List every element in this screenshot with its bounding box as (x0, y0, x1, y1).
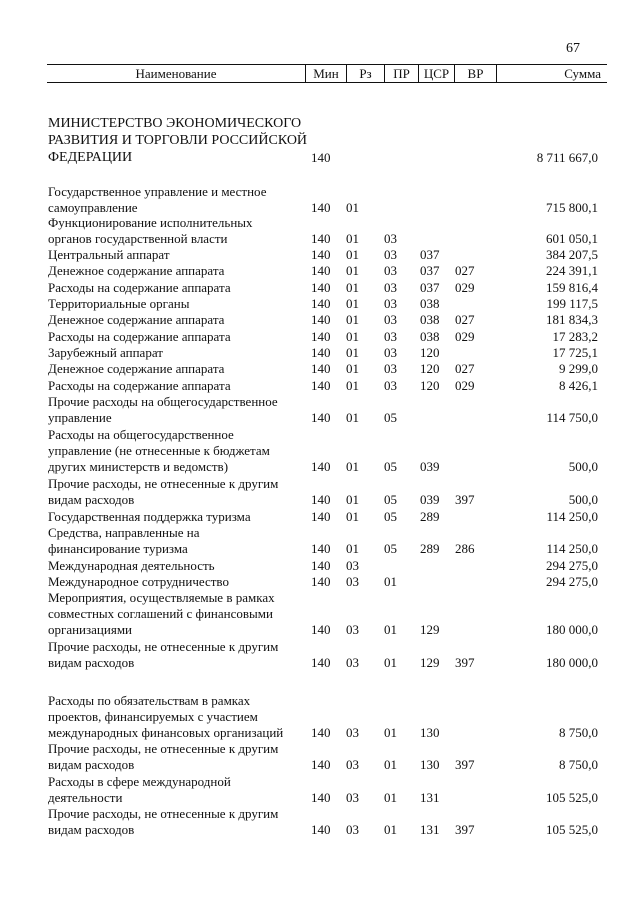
row-name: Средства, направленные на финансирование туризма (48, 525, 200, 556)
row-min: 140 (311, 822, 331, 837)
row-min: 140 (311, 296, 331, 311)
row-pr: 05 (384, 459, 397, 474)
row-csr: 120 (420, 361, 440, 376)
table-row (0, 558, 640, 574)
row-sum: 384 207,5 (546, 247, 598, 262)
row-name: Мероприятия, осуществляемые в рамках совместных соглашений с финансовыми организациями (48, 590, 275, 637)
row-csr: 039 (420, 492, 440, 507)
table-row (0, 509, 640, 525)
row-min: 140 (311, 509, 331, 524)
header-vr: ВР (454, 65, 496, 82)
row-rz: 03 (346, 558, 359, 573)
row-name: Денежное содержание аппарата (48, 263, 225, 278)
row-vr: 029 (455, 329, 475, 344)
row-rz: 03 (346, 822, 359, 837)
row-rz: 03 (346, 622, 359, 637)
table-row (0, 296, 640, 312)
row-pr: 03 (384, 280, 397, 295)
row-min: 140 (311, 492, 331, 507)
row-csr: 038 (420, 312, 440, 327)
table-row (0, 741, 640, 773)
row-rz: 03 (346, 757, 359, 772)
row-name: Международное сотрудничество (48, 574, 229, 589)
row-pr: 01 (384, 757, 397, 772)
row-vr: 397 (455, 822, 475, 837)
row-pr: 05 (384, 410, 397, 425)
row-csr: 130 (420, 757, 440, 772)
row-rz: 01 (346, 296, 359, 311)
row-pr: 03 (384, 378, 397, 393)
table-row (0, 525, 640, 557)
row-vr: 029 (455, 280, 475, 295)
row-sum: 180 000,0 (546, 655, 598, 670)
row-sum: 8 750,0 (559, 725, 598, 740)
table-row (0, 378, 640, 394)
row-min: 140 (311, 263, 331, 278)
row-sum: 114 750,0 (546, 410, 598, 425)
row-rz: 01 (346, 231, 359, 246)
row-sum: 224 391,1 (546, 263, 598, 278)
row-vr: 027 (455, 312, 475, 327)
row-csr: 120 (420, 378, 440, 393)
row-pr: 01 (384, 622, 397, 637)
row-name: Государственное управление и местное самоуправление (48, 184, 267, 215)
row-rz: 01 (346, 378, 359, 393)
table-row (0, 476, 640, 508)
row-min: 140 (311, 312, 331, 327)
row-min: 140 (311, 410, 331, 425)
row-name: Государственная поддержка туризма (48, 509, 251, 524)
table-row (0, 427, 640, 475)
row-name: Расходы в сфере международной деятельности (48, 774, 231, 805)
row-pr: 01 (384, 655, 397, 670)
row-rz: 01 (346, 280, 359, 295)
row-pr: 01 (384, 725, 397, 740)
row-rz: 01 (346, 263, 359, 278)
row-csr: 129 (420, 622, 440, 637)
row-sum: 159 816,4 (546, 280, 598, 295)
row-csr: 038 (420, 329, 440, 344)
page-number: 67 (566, 41, 580, 56)
table-row (0, 639, 640, 671)
row-sum: 294 275,0 (546, 558, 598, 573)
table-row (0, 693, 640, 741)
row-sum: 500,0 (568, 492, 598, 507)
row-rz: 01 (346, 329, 359, 344)
header-csr: ЦСР (418, 65, 454, 82)
row-pr: 05 (384, 541, 397, 556)
row-rz: 03 (346, 655, 359, 670)
row-pr: 01 (384, 822, 397, 837)
row-name: Расходы на содержание аппарата (48, 280, 231, 295)
row-rz: 01 (346, 541, 359, 556)
row-rz: 01 (346, 361, 359, 376)
row-sum: 105 525,0 (546, 822, 598, 837)
row-pr: 05 (384, 509, 397, 524)
row-pr: 01 (384, 574, 397, 589)
row-csr: 037 (420, 280, 440, 295)
row-rz: 01 (346, 312, 359, 327)
row-name: МИНИСТЕРСТВО ЭКОНОМИЧЕСКОГО РАЗВИТИЯ И ТОРГОВЛИ РОССИЙСКОЙ ФЕДЕРАЦИИ (48, 116, 308, 165)
row-csr: 131 (420, 822, 440, 837)
row-sum: 601 050,1 (546, 231, 598, 246)
row-csr: 039 (420, 459, 440, 474)
row-min: 140 (311, 345, 331, 360)
row-name: Международная деятельность (48, 558, 215, 573)
row-name: Денежное содержание аппарата (48, 312, 225, 327)
table-row (0, 329, 640, 345)
row-sum: 715 800,1 (546, 200, 598, 215)
row-min: 140 (311, 790, 331, 805)
row-rz: 01 (346, 459, 359, 474)
table-row (0, 361, 640, 377)
row-min: 140 (311, 541, 331, 556)
header-min: Мин (305, 65, 346, 82)
table-row (0, 263, 640, 279)
row-vr: 286 (455, 541, 475, 556)
row-name: Территориальные органы (48, 296, 190, 311)
table-row (0, 247, 640, 263)
row-sum: 294 275,0 (546, 574, 598, 589)
row-vr: 029 (455, 378, 475, 393)
row-sum: 114 250,0 (546, 541, 598, 556)
row-pr: 03 (384, 247, 397, 262)
row-min: 140 (311, 280, 331, 295)
header-sum: Сумма (496, 65, 607, 82)
row-name: Прочие расходы на общегосударственное управление (48, 394, 278, 425)
row-rz: 01 (346, 492, 359, 507)
row-sum: 199 117,5 (546, 296, 598, 311)
row-sum: 8 750,0 (559, 757, 598, 772)
row-min: 140 (311, 459, 331, 474)
row-vr: 027 (455, 361, 475, 376)
row-vr: 397 (455, 655, 475, 670)
row-pr: 01 (384, 790, 397, 805)
row-vr: 397 (455, 757, 475, 772)
row-sum: 9 299,0 (559, 361, 598, 376)
row-pr: 03 (384, 361, 397, 376)
row-pr: 03 (384, 345, 397, 360)
row-csr: 037 (420, 263, 440, 278)
header-pr: ПР (384, 65, 418, 82)
row-min: 140 (311, 361, 331, 376)
ministry-row (0, 116, 640, 166)
row-name: Расходы на содержание аппарата (48, 329, 231, 344)
row-min: 140 (311, 558, 331, 573)
row-min: 140 (311, 655, 331, 670)
row-name: Расходы по обязательствам в рамках проектов, финансируемых с участием международных финансовых организаций (48, 693, 284, 740)
row-csr: 129 (420, 655, 440, 670)
row-vr: 027 (455, 263, 475, 278)
table-row (0, 280, 640, 296)
row-rz: 01 (346, 247, 359, 262)
row-rz: 03 (346, 790, 359, 805)
row-csr: 120 (420, 345, 440, 360)
table-row (0, 806, 640, 838)
row-pr: 03 (384, 312, 397, 327)
table-row (0, 215, 640, 247)
row-min: 140 (311, 150, 331, 165)
row-rz: 03 (346, 574, 359, 589)
row-csr: 038 (420, 296, 440, 311)
row-sum: 17 283,2 (552, 329, 598, 344)
row-min: 140 (311, 231, 331, 246)
table-row (0, 774, 640, 806)
table-row (0, 574, 640, 590)
row-csr: 289 (420, 541, 440, 556)
row-csr: 131 (420, 790, 440, 805)
row-name: Зарубежный аппарат (48, 345, 163, 360)
row-min: 140 (311, 200, 331, 215)
row-sum: 181 834,3 (546, 312, 598, 327)
table-row (0, 184, 640, 216)
row-rz: 01 (346, 410, 359, 425)
row-min: 140 (311, 757, 331, 772)
row-name: Прочие расходы, не отнесенные к другим видам расходов (48, 639, 279, 670)
header-rz: Рз (346, 65, 384, 82)
row-rz: 01 (346, 345, 359, 360)
row-rz: 03 (346, 725, 359, 740)
row-csr: 289 (420, 509, 440, 524)
table-row (0, 345, 640, 361)
row-sum: 500,0 (568, 459, 598, 474)
row-sum: 105 525,0 (546, 790, 598, 805)
row-min: 140 (311, 622, 331, 637)
row-min: 140 (311, 247, 331, 262)
row-name: Центральный аппарат (48, 247, 170, 262)
table-row (0, 394, 640, 426)
row-min: 140 (311, 725, 331, 740)
row-csr: 130 (420, 725, 440, 740)
row-rz: 01 (346, 509, 359, 524)
header-name: Наименование (135, 66, 217, 81)
row-vr: 397 (455, 492, 475, 507)
row-name: Прочие расходы, не отнесенные к другим видам расходов (48, 476, 279, 507)
row-pr: 03 (384, 231, 397, 246)
row-pr: 03 (384, 263, 397, 278)
row-sum: 8 426,1 (559, 378, 598, 393)
row-rz: 01 (346, 200, 359, 215)
row-csr: 037 (420, 247, 440, 262)
row-min: 140 (311, 378, 331, 393)
row-pr: 05 (384, 492, 397, 507)
row-sum: 180 000,0 (546, 622, 598, 637)
row-sum: 114 250,0 (546, 509, 598, 524)
row-min: 140 (311, 574, 331, 589)
row-sum: 17 725,1 (552, 345, 598, 360)
row-min: 140 (311, 329, 331, 344)
row-name: Денежное содержание аппарата (48, 361, 225, 376)
row-name: Функционирование исполнительных органов государственной власти (48, 215, 253, 246)
row-sum: 8 711 667,0 (536, 150, 598, 165)
row-pr: 03 (384, 329, 397, 344)
row-name: Расходы на содержание аппарата (48, 378, 231, 393)
row-pr: 03 (384, 296, 397, 311)
table-row (0, 590, 640, 638)
table-row (0, 312, 640, 328)
row-name: Прочие расходы, не отнесенные к другим видам расходов (48, 806, 279, 837)
row-name: Прочие расходы, не отнесенные к другим видам расходов (48, 741, 279, 772)
row-name: Расходы на общегосударственное управление (не отнесенные к бюджетам других министерств и ведомств) (48, 427, 270, 474)
